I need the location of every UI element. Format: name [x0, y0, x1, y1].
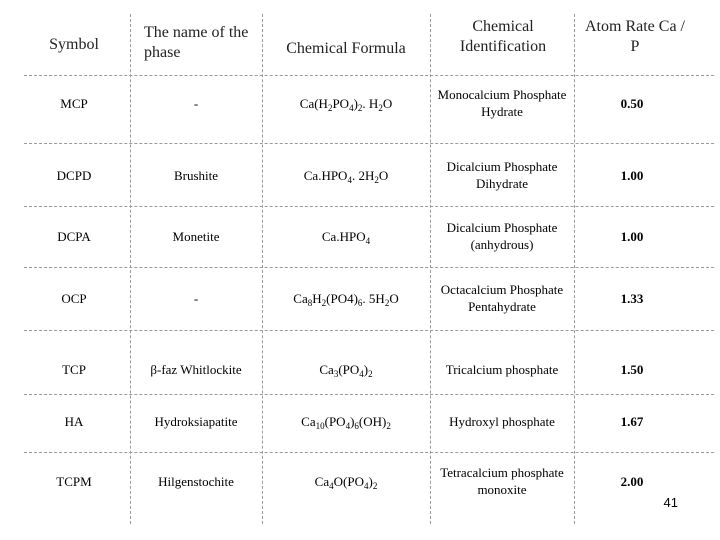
column-divider — [430, 14, 431, 524]
cell-formula: $Ca.HPO_4$. $2H_2O$ — [303, 167, 389, 185]
cell-atom-rate: 1.00 — [620, 167, 644, 183]
cell-symbol: MCP — [60, 95, 88, 111]
cell-atom-rate: 1.50 — [620, 361, 644, 377]
cell-phase-name: Brushite — [173, 167, 219, 183]
cell-identification: Octacalcium Phosphate Pentahydrate — [440, 282, 564, 314]
cell-symbol: DCPA — [57, 228, 91, 244]
header-atom-rate: Atom Rate Ca / P — [585, 18, 685, 55]
cell-phase-name: Monetite — [172, 228, 220, 244]
cell-formula: $Ca_8H_2(PO4)_6$. $5H_2O$ — [293, 290, 399, 308]
cell-phase-name: β-faz Whitlockite — [150, 361, 242, 377]
cell-atom-rate: 1.67 — [620, 413, 644, 429]
header-identification: Chemical Identification — [459, 18, 547, 55]
cell-identification: Dicalcium Phosphate Dihydrate — [446, 159, 558, 191]
cell-identification: Tetracalcium phosphate monoxite — [440, 465, 564, 497]
cell-atom-rate: 1.00 — [620, 228, 644, 244]
cell-atom-rate: 0.50 — [620, 95, 644, 111]
header-symbol: Symbol — [49, 36, 99, 53]
cell-symbol: OCP — [61, 290, 87, 306]
cell-phase-name: - — [193, 290, 199, 306]
column-divider — [574, 14, 575, 524]
page-number: 41 — [663, 495, 678, 510]
row-divider — [24, 143, 714, 144]
header-phase-name: The name of the phase — [144, 24, 249, 61]
cell-atom-rate: 1.33 — [620, 290, 644, 306]
cell-formula: $Ca(H_2PO_4)_2$. $H_2O$ — [299, 95, 393, 113]
cell-formula: $Ca_3(PO_4)_2$ — [319, 361, 373, 379]
cell-identification: Dicalcium Phosphate (anhydrous) — [446, 220, 558, 252]
cell-symbol: DCPD — [56, 167, 92, 183]
cell-symbol: HA — [64, 413, 84, 429]
cell-identification: Monocalcium Phosphate Hydrate — [437, 87, 567, 119]
cell-phase-name: - — [193, 95, 199, 111]
cell-phase-name: Hydroksiapatite — [154, 413, 238, 429]
cell-formula: $Ca_4O(PO_4)_2$ — [314, 473, 378, 491]
cell-atom-rate: 2.00 — [620, 473, 644, 489]
cell-symbol: TCP — [62, 361, 86, 377]
row-divider — [24, 330, 714, 331]
cell-identification: Tricalcium phosphate — [445, 361, 559, 377]
cell-identification: Hydroxyl phosphate — [449, 413, 555, 429]
header-formula: Chemical Formula — [286, 40, 406, 57]
cell-formula: $Ca_{10}(PO_4)_6(OH)_2$ — [301, 413, 391, 431]
cell-symbol: TCPM — [56, 473, 92, 489]
cell-formula: $Ca.HPO_4$ — [321, 228, 371, 246]
cell-phase-name: Hilgenstochite — [158, 473, 234, 489]
